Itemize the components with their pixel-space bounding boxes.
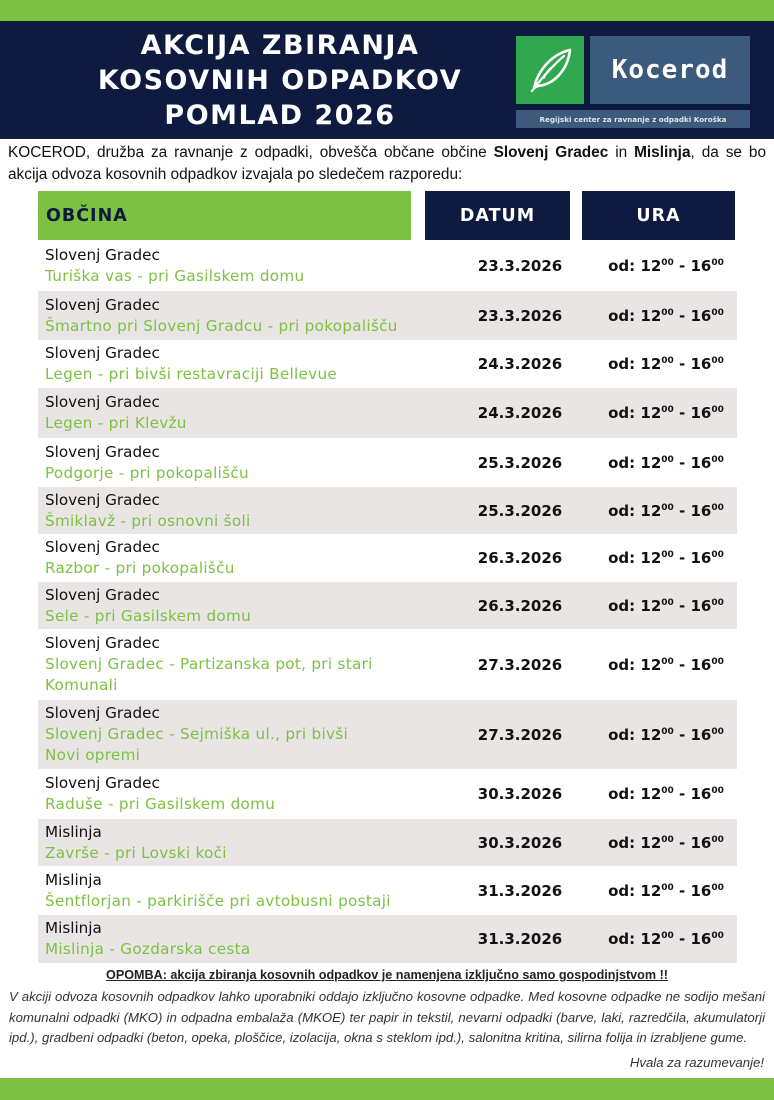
table-row: [38, 340, 737, 388]
date: 24.3.2026: [477, 355, 563, 373]
location: Podgorje - pri pokopališču: [45, 463, 249, 482]
date: 25.3.2026: [477, 501, 563, 520]
municipality: Slovenj Gradec: [45, 774, 160, 792]
time: od: $12^{00} - 16^{00}$: [608, 930, 724, 948]
table-row: [38, 866, 737, 915]
table-row: [38, 487, 737, 534]
location: Legen - pri Klevžu: [45, 414, 187, 432]
table-row: [38, 915, 737, 963]
location: Završe - pri Lovski koči: [45, 843, 227, 862]
page-title: [30, 21, 530, 139]
place-cell: [38, 242, 445, 290]
time: od: $12^{00} - 16^{00}$: [608, 833, 724, 852]
date: 23.3.2026: [477, 256, 563, 275]
place-cell: [38, 630, 445, 699]
date: 27.3.2026: [477, 725, 563, 744]
note-body: V akciji odvoza kosovnih odpadkov lahko uporabniki oddajo izključno kosovne odpadke. Med kosovne odpadke ne sodijo mešani komunalni odpadki (MKO) in odpadna embalaža (MKOE) ter papir in tekstil, nevarni odpadki (barve, laki, razredčila, akumulatorji ipd.), gradbeni odpadki (beton, opeka, ploščice, izolacija, okna s steklom ipd.), salonitna kritina, silirna folija in izrabljene gume.: [9, 989, 765, 1045]
location: Slovenj Gradec - Partizanska pot, pri stari Komunali: [45, 655, 373, 694]
time: od: $12^{00} - 16^{00}$: [608, 785, 724, 803]
date: 31.3.2026: [477, 930, 563, 948]
location: Slovenj Gradec - Sejmiška ul., pri bivši Novi opremi: [45, 725, 348, 764]
table-row: [38, 388, 737, 438]
schedule-table: [38, 240, 737, 963]
location: Sele - pri Gasilskem domu: [45, 606, 252, 625]
date: 23.3.2026: [477, 306, 563, 325]
table-row: [38, 240, 737, 291]
place-cell: [38, 534, 445, 582]
municipality: Mislinja: [45, 919, 102, 937]
header-ura: URA: [582, 191, 735, 240]
bottom-green-band: [0, 1078, 774, 1100]
logo-tagline: Regijski center za ravnanje z odpadki Koroška: [516, 110, 750, 128]
location: Šmartno pri Slovenj Gradcu - pri pokopališču: [45, 316, 398, 335]
title-line-2: KOSOVNIH ODPADKOV: [97, 64, 463, 96]
location: Turiška vas - pri Gasilskem domu: [45, 266, 305, 285]
table-row: [38, 438, 737, 487]
place-cell: [38, 487, 445, 535]
place-cell: [38, 700, 445, 769]
place-cell: [38, 867, 445, 915]
date: 25.3.2026: [477, 453, 563, 472]
municipality: Slovenj Gradec: [45, 490, 160, 509]
municipality: Slovenj Gradec: [45, 295, 160, 314]
leaf-logo-svg: [524, 44, 576, 96]
table-row: [38, 819, 737, 866]
table-row: [38, 582, 737, 629]
time: od: $12^{00} - 16^{00}$: [608, 725, 724, 744]
municipality: Slovenj Gradec: [45, 538, 160, 556]
intro-municipality-2: Mislinja: [634, 144, 691, 161]
municipality: Slovenj Gradec: [45, 585, 160, 604]
date: 27.3.2026: [477, 655, 563, 674]
time: od: $12^{00} - 16^{00}$: [608, 549, 724, 567]
time: od: $12^{00} - 16^{00}$: [608, 453, 724, 472]
table-row: [38, 700, 737, 769]
place-cell: [38, 340, 445, 388]
intro-text-3: , da se bo akcija odvoza kosovnih odpadkov izvajala po sledečem razporedu:: [8, 144, 767, 183]
municipality: Mislinja: [45, 870, 102, 889]
municipality: Mislinja: [45, 822, 102, 841]
header: [0, 21, 774, 139]
municipality: Slovenj Gradec: [45, 634, 160, 652]
date: 26.3.2026: [477, 596, 563, 615]
location: Šmiklavž - pri osnovni šoli: [45, 511, 251, 530]
time: od: $12^{00} - 16^{00}$: [608, 655, 724, 674]
note-title: OPOMBA: akcija zbiranja kosovnih odpadkov je namenjena izključno samo gospodinjstvom !!: [106, 968, 668, 982]
intro-municipality-1: Slovenj Gradec: [493, 144, 609, 161]
date: 30.3.2026: [477, 785, 563, 803]
time: od: $12^{00} - 16^{00}$: [608, 501, 724, 520]
municipality: Slovenj Gradec: [45, 704, 160, 722]
date: 31.3.2026: [477, 881, 563, 900]
place-cell: [38, 439, 445, 487]
municipality: Slovenj Gradec: [45, 442, 160, 461]
table-row: [38, 291, 737, 340]
table-row: [38, 769, 737, 819]
title-line-3: POMLAD 2026: [164, 99, 396, 131]
table-row: [38, 629, 737, 700]
date: 26.3.2026: [477, 549, 563, 567]
municipality: Slovenj Gradec: [45, 344, 160, 362]
top-green-band: [0, 0, 774, 21]
date: 30.3.2026: [477, 833, 563, 852]
title-line-1: AKCIJA ZBIRANJA: [140, 29, 420, 61]
location: Legen - pri bivši restavraciji Bellevue: [45, 365, 338, 383]
municipality: Slovenj Gradec: [45, 393, 160, 411]
location: Razbor - pri pokopališču: [45, 559, 235, 577]
thanks-text: Hvala za razumevanje!: [629, 1055, 764, 1070]
time: od: $12^{00} - 16^{00}$: [608, 306, 724, 325]
time: od: $12^{00} - 16^{00}$: [608, 355, 724, 373]
header-datum: DATUM: [425, 191, 570, 240]
intro-text-2: in: [608, 144, 635, 161]
date: 24.3.2026: [477, 404, 563, 422]
place-cell: [38, 770, 445, 818]
location: Mislinja - Gozdarska cesta: [45, 940, 251, 958]
time: od: $12^{00} - 16^{00}$: [608, 596, 724, 615]
time: od: $12^{00} - 16^{00}$: [608, 404, 724, 422]
table-row: [38, 534, 737, 582]
location: Šentflorjan - parkirišče pri avtobusni postaji: [45, 891, 391, 910]
place-cell: [38, 819, 445, 867]
place-cell: [38, 292, 445, 340]
time: od: $12^{00} - 16^{00}$: [608, 256, 724, 275]
intro-paragraph: [8, 142, 766, 186]
place-cell: [38, 389, 445, 437]
time: od: $12^{00} - 16^{00}$: [608, 881, 724, 900]
municipality: Slovenj Gradec: [45, 245, 160, 264]
place-cell: [38, 582, 445, 630]
intro-text-1: KOCEROD, družba za ravnanje z odpadki, obvešča občane občine: [8, 144, 494, 161]
place-cell: [38, 915, 445, 963]
leaf-icon: [516, 36, 584, 104]
header-obcina: OBČINA: [38, 191, 411, 240]
location: Raduše - pri Gasilskem domu: [45, 795, 276, 813]
logo-wordmark: Kocerod: [590, 36, 750, 104]
